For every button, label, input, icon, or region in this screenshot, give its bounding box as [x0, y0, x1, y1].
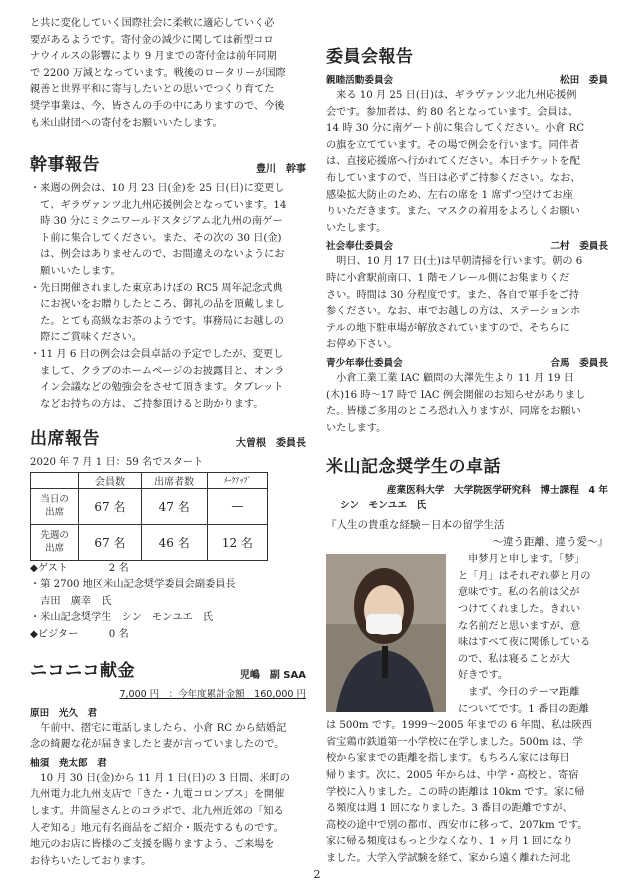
niko-line: 地元のお店に皆様のご支援を賜りますよう、ご来場を — [30, 839, 275, 851]
committee-line: 14 時 30 分に南ゲート前に集合してください。小倉 RC — [326, 123, 585, 135]
attendance-guests — [30, 561, 306, 644]
niko-entries — [30, 706, 306, 871]
committee-line: 布していますので、当日は必ずご持参ください。なお、 — [326, 172, 581, 184]
kanji-line: 際にご賞味ください。 — [30, 332, 143, 344]
yoneyama-body-line: 省宝鶏市鉄道第一小学校に在学しました。500m は、学 — [326, 736, 583, 748]
kanji-author: 豊川 幹事 — [256, 164, 306, 175]
speaker-photo — [326, 554, 446, 712]
attendance-header-cell: 出席者数 — [141, 472, 207, 488]
niko-line: 人ぞ知る」地元有名商品をご紹介・販売するものです。 — [30, 822, 284, 834]
yoneyama-topic: 『人生の貴重な経験－日本の留学生活 — [326, 519, 505, 531]
committee-section — [326, 42, 608, 437]
committee-line: 来る 10 月 25 日(日)は、ギラヴァンツ北九州応援例 — [326, 90, 577, 101]
kanji-line: イン会議などの勉強会をさせて頂きます。タブレット — [30, 382, 284, 394]
kanji-line: ト前に集合してください。また、その次の 30 日(金) — [30, 232, 282, 244]
yoneyama-side-line: 味はすべて夜に関係している — [458, 637, 591, 649]
speaker-photo-icon — [326, 554, 446, 712]
yoneyama-body-line: 学校に入りました。この時の距離は 10km です。家に帰 — [326, 786, 585, 798]
committee-line: お停め下さい。 — [326, 339, 398, 351]
attendance-guest-line: ・米山記念奨学生 シン モンユエ 氏 — [30, 612, 214, 624]
niko-total: 7,000 円 ：今年度累計金額 160,000 円 — [119, 689, 306, 700]
attendance-members: 67 名 — [79, 488, 141, 524]
yoneyama-side-line: ので、私は寝ることが大 — [458, 653, 570, 665]
attendance-row-label-1: 当日の — [40, 494, 69, 506]
committee-line: 感染拡大防止のため、左右の席を 1 席ずつ空けてお座 — [326, 189, 573, 201]
kanji-line: 時 30 分にミクニワールドスタジアム北九州の南ゲー — [30, 216, 283, 228]
committee-author: 合馬 委員長 — [550, 357, 608, 369]
attendance-guest-line: ◆ビジター 0 名 — [30, 628, 129, 640]
yoneyama-body-line: る頻度は週 1 回になりました。3 番目の距離ですが、 — [326, 803, 573, 815]
attendance-present: 46 名 — [141, 524, 207, 560]
yoneyama-section — [326, 452, 608, 868]
yoneyama-side-line: 意味です。私の名前は父が — [458, 587, 580, 599]
committee-line: いたします。 — [326, 222, 387, 234]
yoneyama-side-line: 申梦月と申します。「梦」 — [458, 554, 585, 566]
kanji-line: ・来週の例会は、10 月 23 日(金)を 25 日(日)に変更し — [30, 183, 285, 194]
committee-line: 会です。参加者は、約 80 名となっています。会員は、 — [326, 106, 579, 118]
yoneyama-speaker: シン モンユエ 氏 — [340, 500, 427, 511]
kanji-report-section — [30, 150, 306, 413]
intro-section — [30, 16, 306, 132]
committee-line: た。皆様ご多用のところ恐れ入りますが、同席をお願い — [326, 406, 581, 418]
niko-line: 九州電力北九州支店で「きた・九電コロンブス」を開催 — [30, 789, 285, 801]
attendance-author: 大曽根 委員長 — [236, 438, 306, 449]
yoneyama-body-line: 高校の途中で別の都市、西安市に移って、207km です。 — [326, 819, 588, 831]
yoneyama-body-line: 校から家までの距離を指します。もちろん家には毎日 — [326, 753, 570, 765]
niko-title: ニコニコ献金 — [30, 661, 135, 681]
committee-line: いたします。 — [326, 422, 387, 434]
attendance-table — [30, 472, 268, 561]
committee-author: 二村 委員長 — [550, 241, 608, 253]
committee-line: は、直接応援席へ行かれてください。本日チケットを配 — [326, 156, 580, 168]
attendance-guest-line: ・第 2700 地区米山記念奨学委員会副委員長 — [30, 579, 236, 591]
committee-line: 参ください。なお、車でお越しの方は、ステーションホ — [326, 306, 581, 318]
yoneyama-affiliation: 産業医科大学 大学院医学研究科 博士課程 4 年 — [386, 485, 608, 496]
yoneyama-subtitle: ～違う距離、違う愛～』 — [492, 535, 608, 548]
yoneyama-body-line: は 500m です。1999～2005 年までの 6 年間、私は陝西 — [326, 720, 592, 732]
kanji-line: にお祝いをお贈りしたところ、御礼の品を頂戴しまし — [30, 299, 285, 311]
kanji-line: などお持ちの方は、ご持参頂けると助かります。 — [30, 398, 264, 410]
attendance-row-label — [31, 488, 79, 524]
niko-line: 10 月 30 日(金)から 11 月 1 日(日)の 3 日間、米町の — [30, 772, 290, 784]
committee-name: 青少年奉仕委員会 — [326, 357, 403, 369]
attendance-members: 67 名 — [79, 524, 141, 560]
intro-line: 奨学事業は、今、皆さんの手の中にありますので、今後 — [30, 100, 285, 112]
attendance-header-cell: ﾒｰｸｱｯﾌﾟ — [207, 472, 267, 488]
attendance-title: 出席報告 — [30, 429, 100, 449]
yoneyama-side-line: つけてくれました。きれい — [458, 603, 581, 615]
committee-reports — [326, 73, 608, 437]
committee-line: りいただきます。また、マスクの着用をよろしくお願い — [326, 206, 580, 218]
attendance-header — [30, 424, 306, 449]
niko-donor-name: 柚須 尭太郎 君 — [30, 757, 107, 769]
attendance-row — [31, 488, 268, 524]
kanji-title: 幹事報告 — [30, 155, 100, 175]
committee-line: 小倉工業工業 IAC 顧問の大澤先生より 11 月 19 日 — [326, 372, 574, 384]
yoneyama-side-line: まず、今日のテーマ距離 — [458, 686, 580, 698]
attendance-guest-line: 吉田 廣幸 氏 — [30, 595, 112, 607]
yoneyama-body-text — [326, 718, 608, 867]
attendance-row-label-1: 先週の — [40, 530, 69, 542]
attendance-makeup: — — [207, 488, 267, 524]
intro-text — [30, 16, 306, 132]
yoneyama-photo-block — [326, 552, 608, 718]
yoneyama-body-line: ました。大学入学試験を経て、家から遠く離れた河北 — [326, 852, 571, 864]
kanji-line: まして、クラブのホームページのお披露目と、オンラ — [30, 365, 285, 377]
committee-line: さい。時間は 30 分程度です。また、各自で軍手をご持 — [326, 289, 579, 301]
committee-line: テルの地下駐車場が解放されていますので、そちらに — [326, 322, 570, 334]
attendance-header-cell: 会員数 — [79, 472, 141, 488]
attendance-row — [31, 524, 268, 560]
intro-line: で 2200 万減となっています。戦後のロータリーが国際 — [30, 67, 286, 79]
page-number: 2 — [313, 868, 321, 881]
attendance-header-row — [31, 472, 268, 488]
committee-line: の旗を立てています。その場で例会を行います。同伴者 — [326, 139, 580, 151]
committee-report-header — [326, 356, 608, 371]
niko-section — [30, 656, 306, 870]
committee-report-header — [326, 239, 608, 254]
committee-line: 明日、10 月 17 日(土)は早朝清掃を行います。朝の 6 — [326, 256, 583, 268]
attendance-present: 47 名 — [141, 488, 207, 524]
attendance-header-cell — [31, 472, 79, 488]
niko-donor-name: 原田 光久 君 — [30, 707, 98, 719]
yoneyama-side-line: 好きです。 — [458, 670, 509, 682]
yoneyama-side-line: と「月」はそれぞれ夢と月の — [458, 570, 591, 582]
intro-line: 親善と世界平和に寄与したいとの思いでつくり育てた — [30, 84, 275, 96]
committee-author: 松田 委員 — [560, 75, 608, 86]
yoneyama-title: 米山記念奨学生の卓話 — [326, 457, 501, 477]
committee-title: 委員会報告 — [326, 47, 414, 67]
intro-line: 要があるようです。寄付金の減少に関しては新型コロ — [30, 34, 274, 46]
committee-header — [326, 42, 608, 67]
kanji-line: ・先日開催されました東京あけぼの RC5 周年記念式典 — [30, 282, 283, 294]
attendance-row-label-2: 出席 — [45, 507, 65, 519]
niko-line: 念の綺麗な花が届きましたと妻が言っていましたので。 — [30, 739, 285, 751]
intro-line: も米山財団への寄付をお願いいたします。 — [30, 117, 223, 129]
committee-line: (木)16 時～17 時で IAC 例会開催のお知らせがありまし — [326, 389, 586, 401]
committee-name: 社会奉仕委員会 — [326, 241, 394, 253]
attendance-makeup: 12 名 — [207, 524, 267, 560]
kanji-line: た。とても高級なお茶のようです。事務局にお越しの — [30, 315, 284, 327]
yoneyama-side-line: についてです。1 番目の距離 — [458, 703, 589, 715]
kanji-text — [30, 181, 306, 413]
committee-line: 時に小倉駅前南口、1 階モノレール側にお集まりくだ — [326, 272, 570, 284]
kanji-line: て、ギラヴァンツ北九州応援例会となっています。14 — [30, 199, 287, 211]
attendance-row-label-2: 出席 — [45, 543, 65, 555]
intro-line: ナウイルスの影響により 9 月までの寄付金は前年同期 — [30, 51, 277, 63]
niko-author: 児嶋 副 SAA — [239, 670, 306, 681]
yoneyama-side-text — [458, 552, 608, 718]
kanji-line: は、例会はありませんので、お間違えのないようにお — [30, 249, 285, 261]
attendance-section — [30, 424, 306, 644]
kanji-header — [30, 150, 306, 175]
committee-report-header — [326, 73, 608, 88]
kanji-line: ・11 月 6 日の例会は会員卓話の予定でしたが、変更し — [30, 348, 284, 360]
niko-header — [30, 656, 306, 681]
yoneyama-body-line: 家に帰る頻度はもっと少なくなり、1 ヶ月 1 回になり — [326, 836, 573, 848]
attendance-since: 2020 年 7 月 1 日：59 名でスタート — [30, 457, 204, 468]
attendance-guest-line: ◆ゲスト 2 名 — [30, 562, 129, 574]
yoneyama-side-line: な名前だと思いますが、意 — [458, 620, 581, 632]
niko-line: お待ちいたしております。 — [30, 855, 152, 867]
niko-line: 午前中、摺宅に電話しましたら、小倉 RC から結婚記 — [30, 722, 287, 734]
yoneyama-body-line: 帰ります。次に、2005 年からは、中学・高校と、寄宿 — [326, 769, 579, 781]
niko-line: します。井筒屋さんとのコラボで、北九州近郊の「知る — [30, 805, 284, 817]
attendance-row-label — [31, 524, 79, 560]
intro-line: と共に変化していく国際社会に柔軟に適応していく必 — [30, 18, 275, 29]
kanji-line: 願いいたします。 — [30, 265, 121, 277]
yoneyama-header — [326, 452, 608, 477]
committee-name: 親睦活動委員会 — [326, 75, 394, 86]
